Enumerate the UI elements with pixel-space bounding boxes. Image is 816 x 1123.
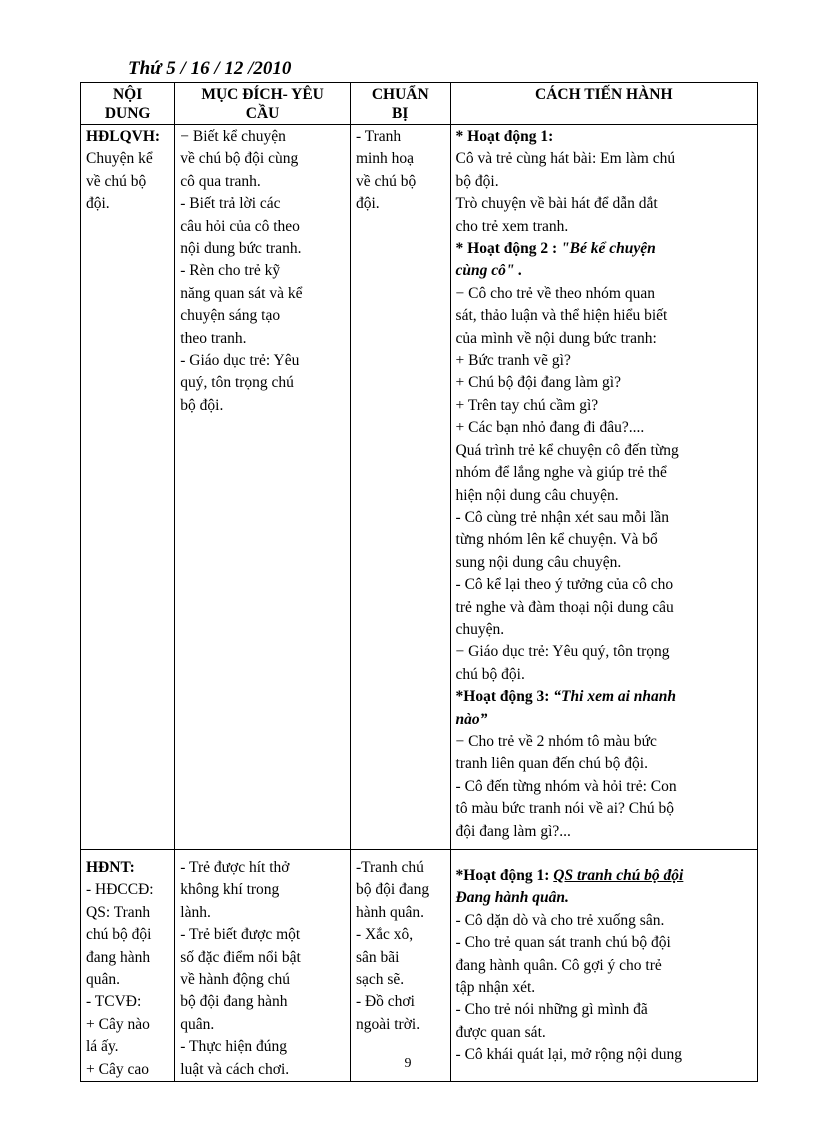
- text-line: số đặc điểm nổi bật: [180, 948, 301, 966]
- text-line: minh hoạ: [355, 150, 415, 168]
- lesson-plan-table: [80, 82, 758, 1082]
- header-cach-tien-hanh: CÁCH TIẾN HÀNH: [450, 83, 757, 125]
- text-line: chuyện sáng tạo: [180, 307, 281, 325]
- header-row: [81, 83, 758, 125]
- text-line: − Biết kể chuyện: [180, 128, 286, 145]
- text-line: tập nhận xét.: [455, 979, 536, 997]
- text-line: - Cho trẻ quan sát tranh chú bộ đội: [455, 934, 671, 952]
- text-line: Trò chuyện về bài hát để dẫn dắt: [455, 195, 658, 213]
- text-line: sạch sẽ.: [355, 971, 405, 989]
- text-line: hiện nội dung câu chuyện.: [455, 486, 619, 504]
- text-line: đang hành: [86, 948, 151, 966]
- header-chuan-bi: CHUẨN BỊ: [350, 83, 450, 125]
- text-line: nhóm để lắng nghe và giúp trẻ thể: [455, 464, 667, 482]
- table-row: [81, 850, 758, 1082]
- row2-objectives-cell: [175, 850, 351, 1082]
- text-line: chuyện.: [455, 620, 505, 638]
- text-line: + Các bạn nhỏ đang đi đâu?....: [455, 419, 645, 437]
- text-line: quân.: [180, 1015, 215, 1033]
- text-line: lá ấy.: [86, 1038, 119, 1056]
- text-line: đội.: [355, 195, 380, 213]
- text-line: quý, tôn trọng chú: [180, 374, 294, 392]
- text-line: ngoài trời.: [355, 1015, 421, 1033]
- row2-preparation-cell: [350, 850, 450, 1082]
- row1-procedure-cell: * Hoạt động 1: Cô và trẻ cùng hát bài: Em làm chú bộ đội. Trò chuyện về bài hát để dẫn dắt cho trẻ xem tranh. * Hoạt động 2 : "Bé kể chuyện cùng cô" . − Cô cho trẻ về theo nhóm quan sát, thảo luận và thể hiện hiểu biết của mình về nội dung bức tranh: + Bức tranh vẽ gì? + Chú bộ đội đang làm gì? + Trên tay chú cầm gì? + Các bạn nhỏ đang đi đâu?.... Quá trình trẻ kể chuyện cô đến từng nhóm để lắng nghe và giúp trẻ thể hiện nội dung câu chuyện. - Cô cùng trẻ nhận xét sau mỗi lần từng nhóm lên kể chuyện. Và bổ sung nội dung câu chuyện. - Cô kể lại theo ý tưởng của cô cho trẻ nghe và đàm thoại nội dung câu chuyện. − Giáo dục trẻ: Yêu quý, tôn trọng chú bộ đội. *Hoạt động 3: “Thi xem ai nhanh nào” − Cho trẻ về 2 nhóm tô màu bức tranh liên quan đến chú bộ đội. - Cô đến từng nhóm và hỏi trẻ: Con tô màu bức tranh nói về ai? Chú bộ đội đang làm gì?...: [450, 125, 757, 850]
- text-line: - Cô đến từng nhóm và hỏi trẻ: Con: [455, 777, 677, 795]
- text-line: luật và cách chơi.: [180, 1060, 290, 1078]
- text-line: − Cho trẻ về 2 nhóm tô màu bức: [455, 732, 657, 750]
- text-line: chú bộ đội.: [455, 665, 525, 683]
- text-line: trẻ nghe và đàm thoại nội dung câu: [455, 598, 674, 616]
- header-noi-dung: NỘI DUNG: [81, 83, 175, 125]
- text-line: Cô và trẻ cùng hát bài: Em làm chú: [455, 150, 676, 168]
- row1-objectives-cell: [175, 125, 351, 850]
- text-line: -Tranh chú: [355, 859, 424, 876]
- text-line: bộ đội đang: [355, 881, 430, 899]
- text-line: được quan sát.: [455, 1023, 546, 1041]
- text-line: - Trẻ được hít thở: [180, 859, 290, 876]
- text-line: bộ đội.: [180, 396, 224, 414]
- text-line: của mình về nội dung bức tranh:: [455, 329, 657, 347]
- row2-content-cell: HĐNT: - HĐCCĐ: QS: Tranh chú bộ đội đang hành quân. - TCVĐ: + Cây nào lá ấy. + Cây cao: [81, 850, 175, 1082]
- text-line: - Thực hiện đúng: [180, 1038, 287, 1056]
- text-line: - TCVĐ:: [86, 993, 142, 1011]
- text-line: - Cô khái quát lại, mở rộng nội dung: [455, 1046, 683, 1064]
- text-line: QS: Tranh: [86, 903, 151, 921]
- text-line: lành.: [180, 903, 211, 921]
- text-line: sân bãi: [355, 948, 400, 966]
- text-line: về chú bộ: [355, 172, 417, 190]
- text-line: + Trên tay chú cầm gì?: [455, 396, 599, 414]
- text-line: - Xắc xô,: [355, 926, 414, 944]
- text-line: tô màu bức tranh nói về ai? Chú bộ: [455, 800, 675, 818]
- text-line: bộ đội.: [455, 172, 499, 190]
- row1-preparation-cell: [350, 125, 450, 850]
- text-line: - Cô cùng trẻ nhận xét sau mỗi lần: [455, 508, 670, 526]
- text-line: - Trẻ biết được một: [180, 926, 301, 944]
- page-number: 9: [404, 1056, 412, 1071]
- text-line: + Chú bộ đội đang làm gì?: [455, 374, 621, 392]
- text-line: không khí trong: [180, 881, 280, 899]
- text-line: sát, thảo luận và thể hiện hiểu biết: [455, 307, 668, 325]
- text-line: về chú bộ đội cùng: [180, 150, 299, 168]
- text-line: - Biết trả lời các: [180, 195, 281, 213]
- text-line: − Cô cho trẻ về theo nhóm quan: [455, 284, 655, 302]
- text-line: câu hỏi của cô theo: [180, 217, 300, 235]
- text-line: - Đồ chơi: [355, 993, 415, 1011]
- text-line: Quá trình trẻ kể chuyện cô đến từng: [455, 441, 679, 459]
- text-line: nội dung bức tranh.: [180, 240, 302, 258]
- header-muc-dich: MỤC ĐÍCH- YÊU CẦU: [175, 83, 351, 125]
- text-line: - Cho trẻ nói những gì mình đã: [455, 1001, 648, 1019]
- text-line: + Cây nào: [86, 1015, 150, 1033]
- text-line: hành quân.: [355, 903, 424, 921]
- text-line: về hành động chú: [180, 971, 291, 989]
- row1-content-cell: HĐLQVH: Chuyện kể về chú bộ đội.: [81, 125, 175, 850]
- text-line: từng nhóm lên kể chuyện. Và bổ: [455, 531, 658, 549]
- text-line: - Giáo dục trẻ: Yêu: [180, 352, 300, 370]
- text-line: bộ đội đang hành: [180, 993, 288, 1011]
- text-line: năng quan sát và kể: [180, 284, 303, 302]
- text-line: sung nội dung câu chuyện.: [455, 553, 622, 571]
- text-line: chú bộ đội: [86, 926, 152, 944]
- text-line: cô qua tranh.: [180, 172, 261, 190]
- text-line: theo tranh.: [180, 329, 247, 347]
- row2-procedure-cell: *Hoạt động 1: QS tranh chú bộ đội Đang hành quân. - Cô dặn dò và cho trẻ xuống sân. - Cho trẻ quan sát tranh chú bộ đội đang hành quân. Cô gợi ý cho trẻ tập nhận xét. - Cho trẻ nói những gì mình đã được quan sát. - Cô khái quát lại, mở rộng nội dung: [450, 850, 757, 1082]
- text-line: quân.: [86, 971, 121, 989]
- text-line: + Bức tranh vẽ gì?: [455, 352, 571, 370]
- table-row: [81, 125, 758, 850]
- text-line: đội đang làm gì?...: [455, 822, 571, 840]
- text-line: − Giáo dục trẻ: Yêu quý, tôn trọng: [455, 643, 670, 661]
- text-line: đang hành quân. Cô gợi ý cho trẻ: [455, 956, 662, 974]
- text-line: tranh liên quan đến chú bộ đội.: [455, 755, 648, 773]
- date-heading: Thứ 5 / 16 / 12 /2010: [128, 58, 292, 79]
- text-line: cho trẻ xem tranh.: [455, 217, 569, 235]
- text-line: - Cô kể lại theo ý tưởng của cô cho: [455, 576, 674, 594]
- text-line: + Cây cao: [86, 1060, 149, 1078]
- text-line: - HĐCCĐ:: [86, 881, 154, 899]
- text-line: - Rèn cho trẻ kỹ: [180, 262, 281, 280]
- text-line: - Tranh: [355, 128, 402, 145]
- text-line: - Cô dặn dò và cho trẻ xuống sân.: [455, 911, 665, 929]
